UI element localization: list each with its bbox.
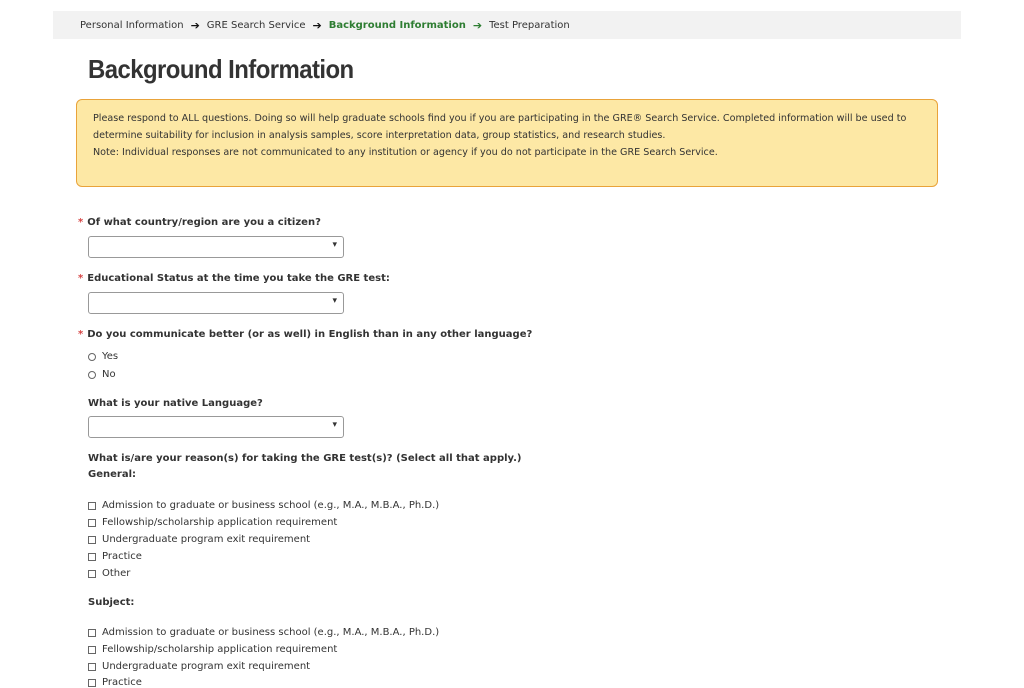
- option-label: Admission to graduate or business school (e.g., M.A., M.B.A., Ph.D.): [102, 627, 440, 638]
- general-heading: General:: [88, 469, 136, 480]
- option-label: Fellowship/scholarship application requirement: [102, 517, 338, 528]
- checkbox[interactable]: [88, 536, 96, 544]
- citizen-question: [78, 217, 321, 228]
- subject-heading: Subject:: [88, 597, 135, 608]
- english-label: Do you communicate better (or as well) in English than in any other language?: [87, 329, 533, 340]
- general-option-fellowship[interactable]: [88, 517, 337, 528]
- arrow-right-icon: ➔: [312, 18, 322, 32]
- checkbox[interactable]: [88, 663, 96, 671]
- english-no-label: No: [102, 369, 116, 380]
- chevron-down-icon: ▾: [332, 420, 337, 430]
- page-title: Background Information: [88, 54, 354, 84]
- native-language-label: What is your native Language?: [88, 398, 263, 409]
- option-label: Practice: [102, 677, 142, 688]
- breadcrumb-gre-search-service[interactable]: GRE Search Service: [206, 19, 306, 31]
- general-option-undergraduate-exit[interactable]: [88, 534, 310, 545]
- info-notice: [76, 99, 938, 187]
- checkbox[interactable]: [88, 553, 96, 561]
- education-status-select[interactable]: [88, 292, 344, 314]
- english-yes-option[interactable]: [88, 351, 118, 362]
- english-no-option[interactable]: [88, 369, 116, 380]
- breadcrumb-background-information: Background Information: [328, 19, 466, 31]
- reasons-question: What is/are your reason(s) for taking the GRE test(s)? (Select all that apply.): [88, 453, 522, 464]
- general-option-admission[interactable]: [88, 500, 439, 511]
- breadcrumb: [53, 11, 961, 39]
- english-yes-radio[interactable]: [88, 353, 96, 361]
- checkbox[interactable]: [88, 570, 96, 578]
- checkbox[interactable]: [88, 502, 96, 510]
- option-label: Practice: [102, 551, 142, 562]
- checkbox[interactable]: [88, 629, 96, 637]
- subject-option-fellowship[interactable]: [88, 644, 337, 655]
- education-status-label: Educational Status at the time you take the GRE test:: [87, 273, 390, 284]
- subject-option-admission[interactable]: [88, 627, 439, 638]
- english-yes-label: Yes: [102, 351, 119, 362]
- chevron-down-icon: ▾: [332, 240, 337, 250]
- english-question: [78, 329, 532, 340]
- arrow-right-icon: ➔: [190, 18, 200, 32]
- option-label: Admission to graduate or business school (e.g., M.A., M.B.A., Ph.D.): [102, 500, 440, 511]
- citizen-label: Of what country/region are you a citizen?: [87, 217, 321, 228]
- chevron-down-icon: ▾: [332, 296, 337, 306]
- required-marker: *: [78, 217, 84, 228]
- native-language-select[interactable]: [88, 416, 344, 438]
- arrow-right-icon: ➔: [472, 18, 483, 32]
- checkbox[interactable]: [88, 646, 96, 654]
- option-label: Other: [102, 568, 131, 579]
- subject-option-undergraduate-exit[interactable]: [88, 661, 310, 672]
- notice-note: Note: Individual responses are not communicated to any institution or agency if you do not participate in the GRE Search Service.: [93, 147, 718, 158]
- breadcrumb-test-preparation[interactable]: Test Preparation: [489, 19, 570, 31]
- english-no-radio[interactable]: [88, 371, 96, 379]
- option-label: Undergraduate program exit requirement: [102, 661, 311, 672]
- checkbox[interactable]: [88, 519, 96, 527]
- required-marker: *: [78, 329, 84, 340]
- education-status-question: [78, 273, 390, 284]
- citizen-select[interactable]: [88, 236, 344, 258]
- breadcrumb-personal-information[interactable]: Personal Information: [80, 19, 184, 31]
- option-label: Fellowship/scholarship application requirement: [102, 644, 338, 655]
- general-option-other[interactable]: [88, 568, 130, 579]
- required-marker: *: [78, 273, 84, 284]
- notice-text: Please respond to ALL questions. Doing so will help graduate schools find you if you are participating in the GRE® Search Service. Completed information will be used to determine suitability for inclusion in analysis samples, score interpretation data, group statistics, and research studies.: [93, 113, 907, 141]
- option-label: Undergraduate program exit requirement: [102, 534, 311, 545]
- general-option-practice[interactable]: [88, 551, 142, 562]
